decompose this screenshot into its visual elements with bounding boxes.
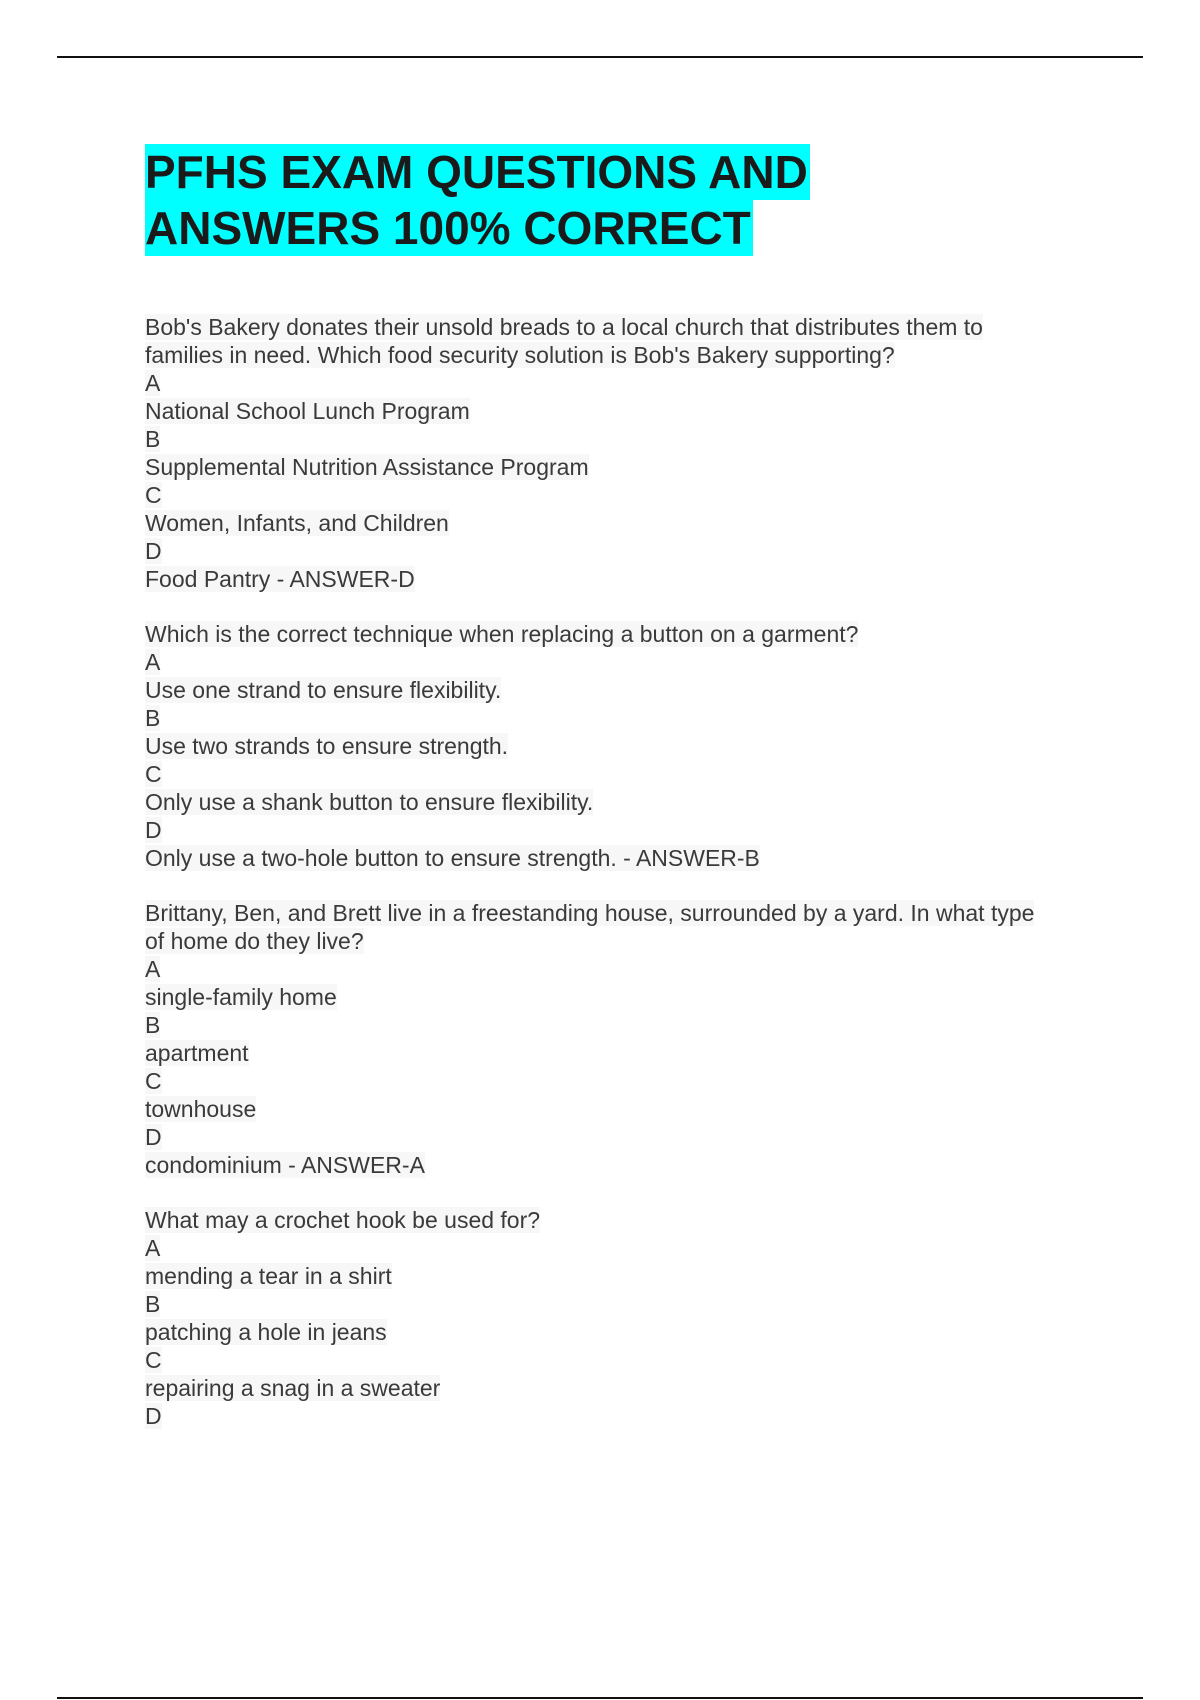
question-4 [145, 1206, 1095, 1430]
option-text: repairing a snag in a sweater [145, 1375, 441, 1401]
title-line-1: PFHS EXAM QUESTIONS AND [145, 146, 808, 198]
option-letter: C [145, 761, 162, 787]
question-list [145, 313, 1095, 1457]
top-rule [57, 56, 1143, 58]
question-2 [145, 620, 1095, 872]
option-text: Only use a shank button to ensure flexibility. [145, 789, 594, 815]
option-text: Use two strands to ensure strength. [145, 733, 509, 759]
option-text: townhouse [145, 1096, 257, 1122]
option-text: Supplemental Nutrition Assistance Program [145, 454, 589, 480]
bottom-rule [57, 1697, 1143, 1699]
page-title [145, 144, 1105, 256]
option-letter: A [145, 649, 161, 675]
option-text: condominium - ANSWER-A [145, 1152, 425, 1178]
option-letter: B [145, 705, 161, 731]
option-letter: D [145, 1124, 162, 1150]
option-letter: C [145, 1347, 162, 1373]
option-text: apartment [145, 1040, 249, 1066]
option-text: mending a tear in a shirt [145, 1263, 392, 1289]
option-letter: B [145, 1012, 161, 1038]
option-letter: D [145, 538, 162, 564]
question-prompt: of home do they live? [145, 928, 364, 954]
option-text: Food Pantry - ANSWER-D [145, 566, 415, 592]
option-text: National School Lunch Program [145, 398, 470, 424]
option-letter: A [145, 370, 161, 396]
question-prompt: families in need. Which food security solution is Bob's Bakery supporting? [145, 342, 895, 368]
question-prompt: Bob's Bakery donates their unsold breads to a local church that distributes them to [145, 314, 983, 340]
option-letter: D [145, 817, 162, 843]
option-text: patching a hole in jeans [145, 1319, 387, 1345]
option-letter: B [145, 426, 161, 452]
option-letter: D [145, 1403, 162, 1429]
option-letter: C [145, 482, 162, 508]
question-prompt: Which is the correct technique when replacing a button on a garment? [145, 621, 859, 647]
title-line-2: ANSWERS 100% CORRECT [145, 202, 751, 254]
option-text: single-family home [145, 984, 337, 1010]
question-1 [145, 313, 1095, 593]
option-text: Only use a two-hole button to ensure strength. - ANSWER-B [145, 845, 760, 871]
question-prompt: What may a crochet hook be used for? [145, 1207, 541, 1233]
option-letter: C [145, 1068, 162, 1094]
option-letter: A [145, 1235, 161, 1261]
option-text: Use one strand to ensure flexibility. [145, 677, 502, 703]
option-text: Women, Infants, and Children [145, 510, 449, 536]
question-prompt: Brittany, Ben, and Brett live in a freestanding house, surrounded by a yard. In what type [145, 900, 1035, 926]
option-letter: A [145, 956, 161, 982]
question-3 [145, 899, 1095, 1179]
option-letter: B [145, 1291, 161, 1317]
